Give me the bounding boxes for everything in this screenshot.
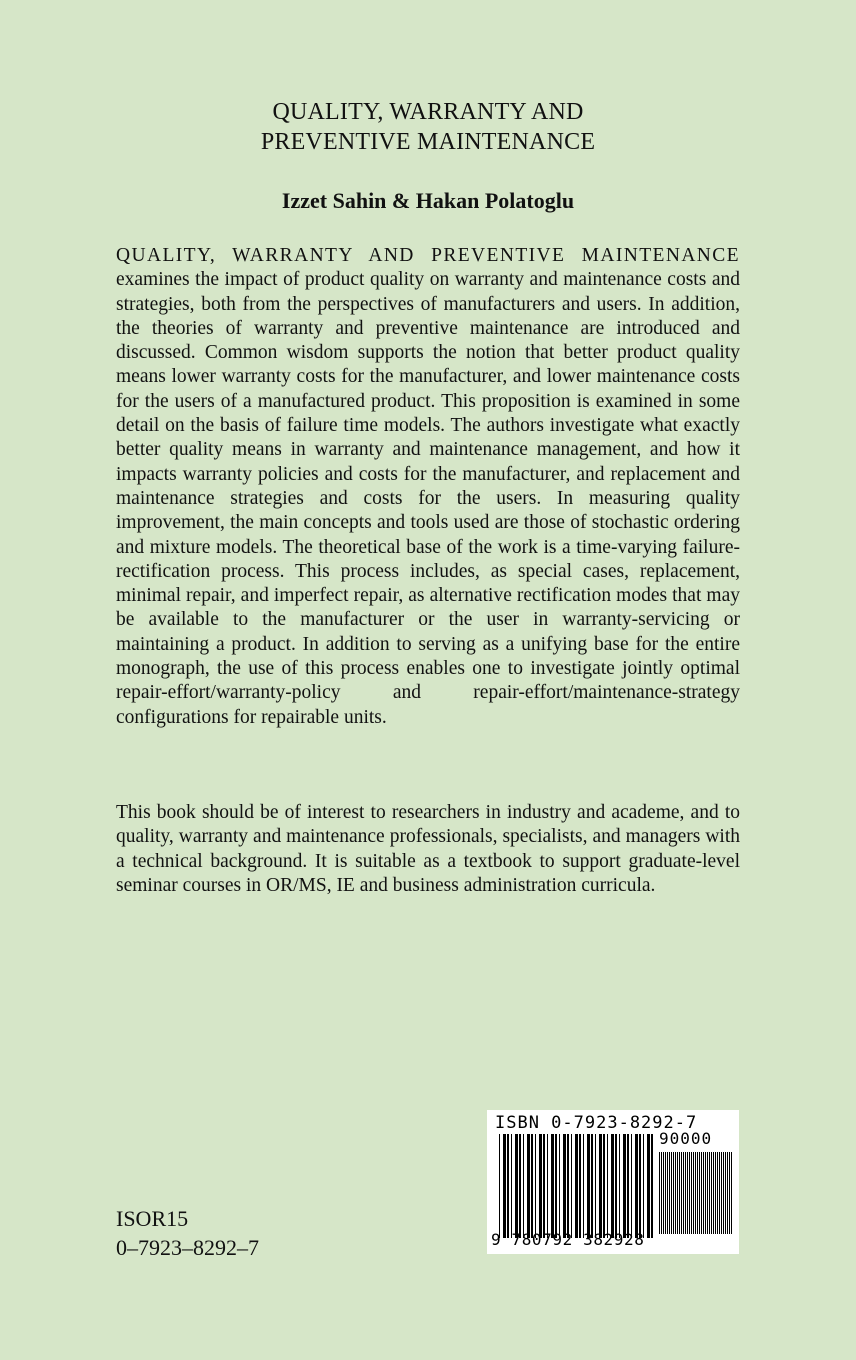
barcode-bar: [695, 1152, 696, 1234]
barcode-bar: [701, 1152, 702, 1234]
barcode-bar: [631, 1134, 632, 1238]
barcode-bar: [539, 1134, 542, 1238]
barcode-bar: [547, 1134, 548, 1238]
barcode-bar: [721, 1152, 722, 1234]
barcode-bar: [611, 1134, 614, 1238]
barcode-bar: [619, 1134, 620, 1238]
barcode-bar: [715, 1152, 716, 1234]
barcode-bar: [499, 1134, 500, 1238]
description-paragraph: [116, 244, 740, 730]
barcode-bar: [677, 1152, 678, 1234]
barcode-bar: [717, 1152, 718, 1234]
series-info: [116, 1204, 259, 1262]
barcode-bar: [643, 1134, 644, 1238]
barcode-bar: [603, 1134, 605, 1238]
barcode-bar: [685, 1152, 686, 1234]
barcode-bar: [591, 1134, 593, 1238]
barcode-bar: [679, 1152, 680, 1234]
barcode-bar: [697, 1152, 698, 1234]
barcode-bar: [659, 1152, 660, 1234]
barcode-ean-digits: 9 780792 382928: [491, 1230, 645, 1249]
barcode-bar: [527, 1134, 530, 1238]
barcode-bar: [673, 1152, 674, 1234]
barcode-bar: [531, 1134, 533, 1238]
barcode-bar: [703, 1152, 704, 1234]
barcode-bar: [535, 1134, 536, 1238]
barcode-bar: [511, 1134, 512, 1238]
barcode-bar: [669, 1152, 670, 1234]
barcode-bar: [727, 1152, 728, 1234]
barcode-bar: [543, 1134, 545, 1238]
barcode-bar: [599, 1134, 602, 1238]
barcode-bar: [687, 1152, 688, 1234]
barcode-bar: [639, 1134, 641, 1238]
book-title: [0, 97, 856, 157]
barcode-bar: [661, 1152, 662, 1234]
barcode-bar: [713, 1152, 714, 1234]
isbn-number: 0–7923–8292–7: [116, 1235, 259, 1260]
barcode-bar: [623, 1134, 626, 1238]
barcode-bar: [699, 1152, 700, 1234]
series-code: ISOR15: [116, 1206, 189, 1231]
barcode-bar: [615, 1134, 617, 1238]
barcode-bar: [607, 1134, 608, 1238]
barcode-bar: [731, 1152, 732, 1234]
barcode-bar: [691, 1152, 692, 1234]
barcode-bar: [583, 1134, 584, 1238]
book-title-line-1: QUALITY, WARRANTY AND: [272, 99, 584, 125]
barcode-bar: [675, 1152, 676, 1234]
barcode-bar: [723, 1152, 724, 1234]
barcode-bar: [523, 1134, 524, 1238]
barcode-bar: [567, 1134, 569, 1238]
authors: Izzet Sahin & Hakan Polatoglu: [281, 188, 575, 213]
barcode-bar: [665, 1152, 666, 1234]
barcode-bar: [693, 1152, 694, 1234]
barcode-bar: [551, 1134, 554, 1238]
barcode-bar: [563, 1134, 566, 1238]
barcode-bar: [705, 1152, 706, 1234]
barcode-bar: [507, 1134, 509, 1238]
barcode-isbn-label: ISBN 0-7923-8292-7: [495, 1113, 698, 1133]
description-lead: QUALITY, WARRANTY AND PREVENTIVE MAINTENANCE: [116, 245, 740, 266]
barcode-bar: [663, 1152, 664, 1234]
barcode-bar: [667, 1152, 668, 1234]
barcode-bar: [519, 1134, 521, 1238]
barcode-bar: [725, 1152, 726, 1234]
barcode-bar: [707, 1152, 708, 1234]
book-title-line-2: PREVENTIVE MAINTENANCE: [260, 129, 596, 155]
barcode-bar: [729, 1152, 730, 1234]
barcode: [487, 1110, 739, 1254]
barcode-bar: [719, 1152, 720, 1234]
barcode-bar: [587, 1134, 590, 1238]
barcode-bar: [689, 1152, 690, 1234]
barcode-bar: [681, 1152, 682, 1234]
barcode-bar: [559, 1134, 560, 1238]
barcode-bar: [635, 1134, 638, 1238]
barcode-bar: [575, 1134, 578, 1238]
barcode-bar: [683, 1152, 684, 1234]
barcode-bar: [579, 1134, 581, 1238]
description-body: examines the impact of product quality on warranty and maintenance costs and strategies, both from the perspectives of manufacturers and users. In addition, the theories of warranty and preventive maintenance are introduced and discussed. Common wisdom supports the notion that better product quality means lower warranty costs for the manufacturer, and lower maintenance costs for the users of a manufactured product. This proposition is examined in some detail on the basis of failure time models. The authors investigate what exactly better quality means in warranty and maintenance management, and how it impacts warranty policies and costs for the manufacturer, and replacement and maintenance strategies and costs for the users. In measuring quality improvement, the main concepts and tools used are those of stochastic ordering and mixture models. The theoretical base of the work is a time-varying failure-rectification process. This process includes, as special cases, replacement, minimal repair, and imperfect repair, as alternative rectification modes that may be available to the manufacturer or the user in warranty-servicing or maintaining a product. In addition to serving as a unifying base for the entire monograph, the use of this process enables one to investigate jointly optimal repair-effort/warranty-policy and repair-effort/maintenance-strategy configurations for repairable units.: [116, 269, 740, 728]
barcode-bar: [647, 1134, 650, 1238]
barcode-bar: [555, 1134, 557, 1238]
barcode-bar: [709, 1152, 710, 1234]
barcode-bar: [711, 1152, 712, 1234]
barcode-bar: [671, 1152, 672, 1234]
barcode-bar: [515, 1134, 518, 1238]
barcode-price-code: 90000: [659, 1129, 713, 1148]
barcode-bar: [571, 1134, 572, 1238]
barcode-bar: [503, 1134, 506, 1238]
barcode-bar: [651, 1134, 653, 1238]
barcode-bar: [627, 1134, 629, 1238]
audience-paragraph: This book should be of interest to researchers in industry and academe, and to quality, warranty and maintenance professionals, specialists, and managers with a technical background. It is suitable as a textbook to support graduate-level seminar courses in OR/MS, IE and business administration curricula.: [116, 802, 740, 896]
barcode-bar: [595, 1134, 596, 1238]
